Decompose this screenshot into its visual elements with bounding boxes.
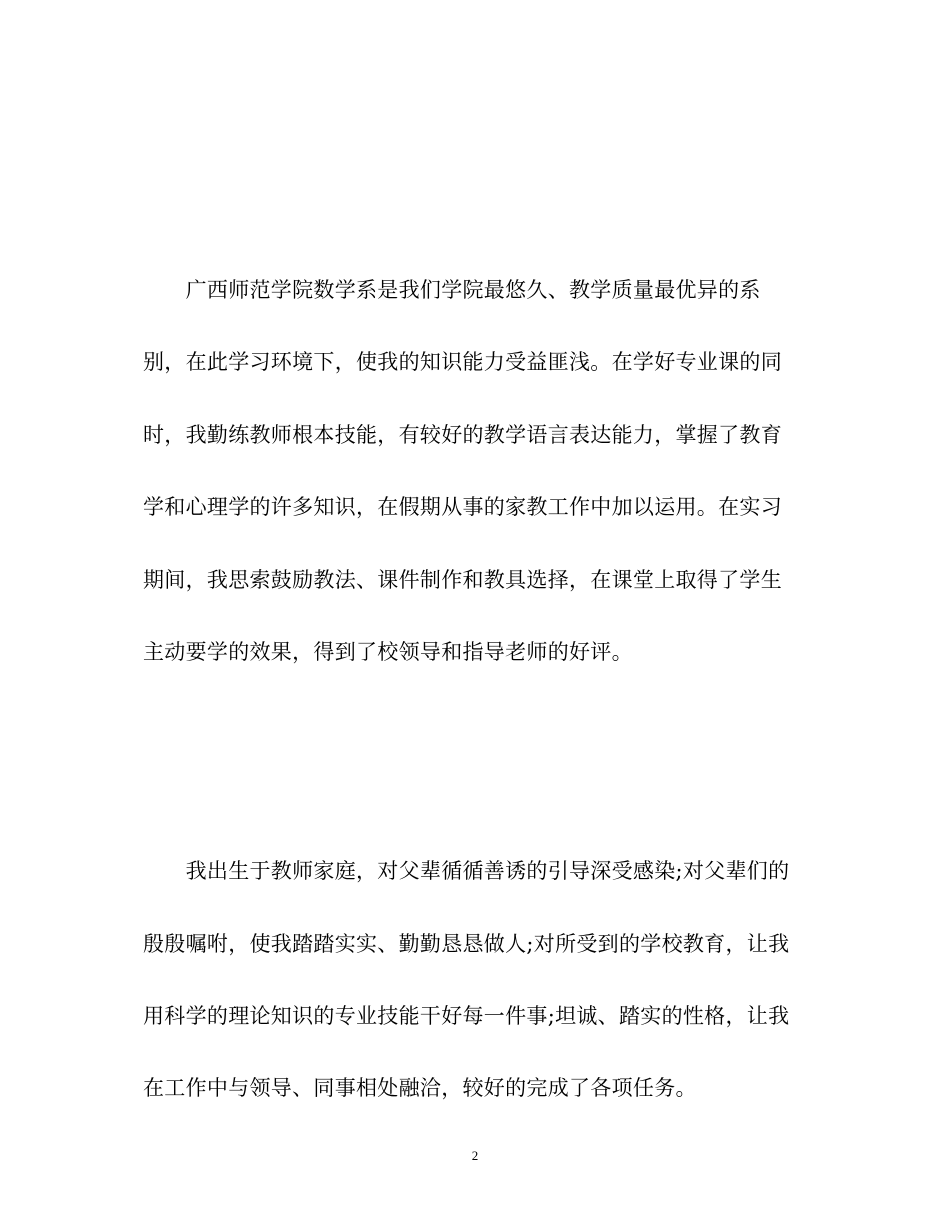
paragraph-line: 在工作中与领导、同事相处融洽，较好的完成了各项任务。 <box>143 1076 697 1100</box>
paragraph-line: 期间，我思索鼓励教法、课件制作和教具选择，在课堂上取得了学生 <box>143 568 782 592</box>
paragraph-line: 广西师范学院数学系是我们学院最悠久、教学质量最优异的系 <box>143 278 761 302</box>
paragraph-line: 别，在此学习环境下，使我的知识能力受益匪浅。在学好专业课的同 <box>143 350 782 374</box>
paragraph-line: 主动要学的效果，得到了校领导和指导老师的好评。 <box>143 640 633 664</box>
paragraph-line: 我出生于教师家庭，对父辈循循善诱的引导深受感染;对父辈们的 <box>143 859 790 883</box>
paragraph-line: 殷殷嘱咐，使我踏踏实实、勤勤恳恳做人;对所受到的学校教育，让我 <box>143 932 790 956</box>
paragraph-line: 学和心理学的许多知识，在假期从事的家教工作中加以运用。在实习 <box>143 495 782 519</box>
paragraph-line: 时，我勤练教师根本技能，有较好的教学语言表达能力，掌握了教育 <box>143 423 782 447</box>
paragraph-line: 用科学的理论知识的专业技能干好每一件事;坦诚、踏实的性格，让我 <box>143 1004 790 1028</box>
page-number: 2 <box>471 1148 479 1163</box>
